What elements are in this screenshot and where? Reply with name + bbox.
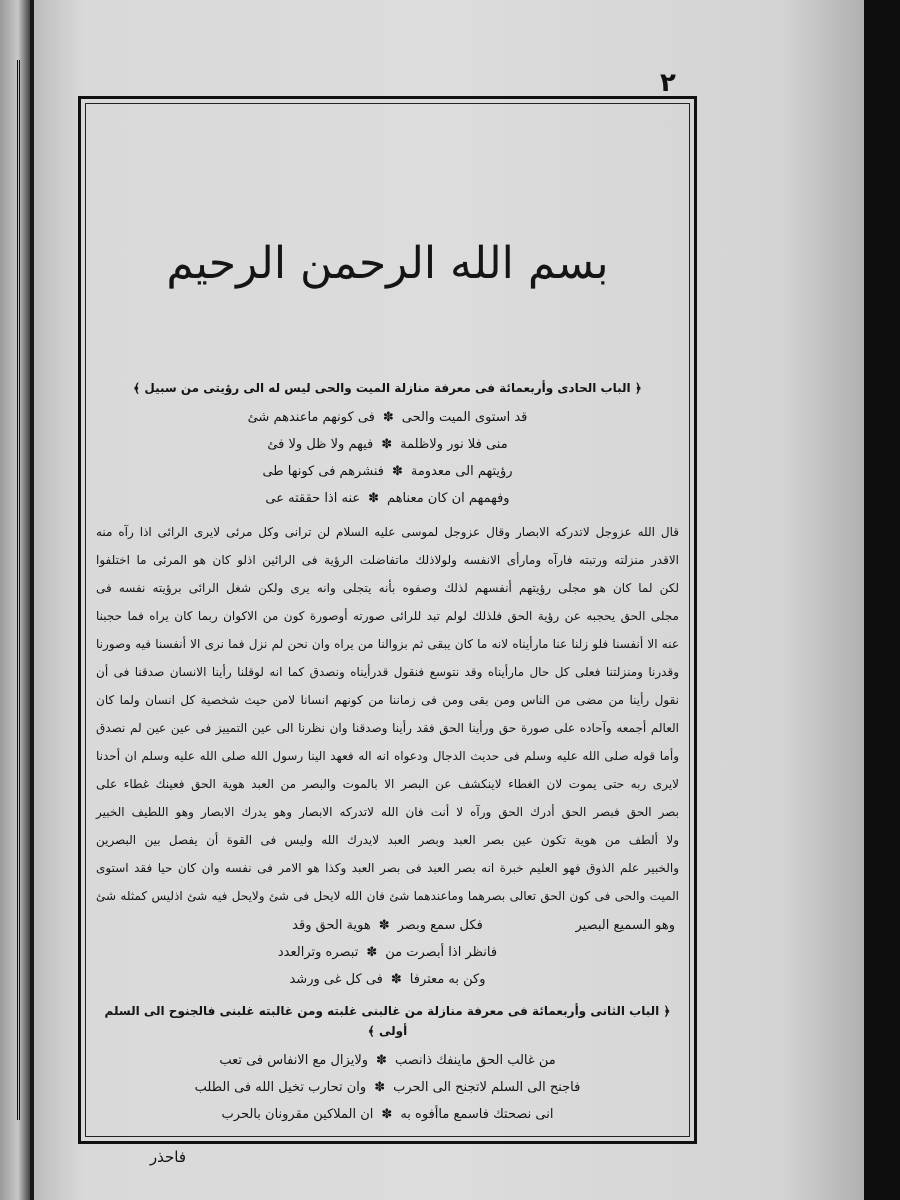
adjacent-page-edge xyxy=(0,0,30,1200)
verse-second-hemistich: تبصره وترالعدد xyxy=(277,945,359,960)
verse-separator-icon: ✽ xyxy=(376,1053,387,1068)
verse-separator-icon: ✽ xyxy=(366,945,378,960)
text-frame-inner-rule xyxy=(85,103,690,1137)
prose-line: الميت والحى فى كون الحق تعالى بصرهما وماعندهما شئ فان الله لايحل فى شئ ولايحل فيه شئ اذليس كمثله شئ xyxy=(96,889,679,903)
verse-second-hemistich: هوية الحق وقد xyxy=(292,918,371,933)
verse-line xyxy=(96,966,679,993)
basmala: بسم الله الرحمن الرحيم xyxy=(166,238,609,289)
chapter-heading: ﴿ الباب الثانى وأربعمائة فى معرفة منازلة من غالبنى غلبته ومن غالبته غلبنى فالجنوح الى السلم أولى ﴾ xyxy=(104,1004,671,1038)
verse-first-hemistich: فانظر اذا أبصرت من xyxy=(385,945,498,960)
verse-second-hemistich: فنشرهم فى كونها طى xyxy=(262,464,384,479)
prose-line: نقول رأينا من مضى من الناس ومن بقى ومن فى زماننا من كونهم انسانا لامن حيث شخصية كل انسان ولما كان xyxy=(96,693,679,707)
catchword: فاحذر xyxy=(149,1148,186,1166)
prose-line: قال الله عزوجل لاتدركه الابصار وقال عزوجل لموسى عليه السلام لن ترانى وكل مرئى لايرى الرائى اذا رآه منه xyxy=(96,525,679,539)
verse-separator-icon: ✽ xyxy=(378,918,390,933)
prose-line: لكن لما كان هو مجلى رؤيتهم أنفسهم لذلك وصفوه بأنه يتجلى وانه يرى ولكن شغل الرائى برؤيته نفسه فى xyxy=(96,581,679,595)
prose-line: عنه الا أنفسنا فلو زلنا عنا مارأيناه لانه ما كان يبقى ثم بزوالنا من يراه وان نحن لم نزل فما نرى الا أنفسنا فيه وصورنا xyxy=(96,637,679,651)
verse-line xyxy=(96,1074,679,1101)
prose-line: وقدرنا ومنزلتنا فعلى كل حال مارأيناه وقد نتوسع فنقول قدرأيناه ونصدق كما انه لوقلنا رأينا الانسان صدقنا فى أن xyxy=(96,665,679,679)
verse-second-hemistich: فى كل غى ورشد xyxy=(289,972,383,987)
verse-first-hemistich: فكل سمع وبصر xyxy=(397,918,483,933)
verse-second-hemistich: عنه اذا حققته عى xyxy=(265,491,361,506)
prose-line: لايرى ربه حتى يموت لان الغطاء لاينكشف عن البصر الا بالموت والبصر من العبد هوية الحق فعينك غطاء على xyxy=(96,777,679,791)
verse-separator-icon: ✽ xyxy=(391,464,403,479)
verse-separator-icon: ✽ xyxy=(382,410,394,425)
prose-line: وأما قوله صلى الله عليه وسلم فى حديث الدجال ودعواه انه اله فعهد الينا رسول الله صلى الله عليه وسلم ان أحدنا xyxy=(96,749,679,763)
verse-first-hemistich: منى فلا نور ولاظلمة xyxy=(400,437,508,452)
verse-first-hemistich: وكن به معترفا xyxy=(409,972,486,987)
prose-line: مجلى الحق يحجبه عن رؤية الحق فلذلك لولم تبد للرائى صورته أوصورة كون من الاكوان ربما كان يراه فما حجبنا xyxy=(96,609,679,623)
verse-first-hemistich: من غالب الحق ماينفك ذانصب xyxy=(394,1053,556,1068)
prose-line: بصر الحق فبصر الحق أدرك الحق ورآه لا أنت فان الله لاتدركه الابصار وهو يدرك الابصار وهو اللطيف الخبير xyxy=(96,805,679,819)
prose-block xyxy=(96,518,679,910)
chapter-2 xyxy=(96,1001,679,1128)
closing-section xyxy=(96,912,679,993)
verse-first-hemistich: رؤيتهم الى معدومة xyxy=(410,464,513,479)
adjacent-page-frame xyxy=(0,60,20,1120)
text-frame xyxy=(78,96,697,1144)
text-frame-wrapper xyxy=(78,96,697,1166)
book-spine-shadow xyxy=(864,0,900,1200)
verse-first-hemistich: انى نصحتك فاسمع ماأفوه به xyxy=(400,1107,554,1122)
page-number: ٢ xyxy=(660,68,676,98)
prose-line: العالم أجمعه وآحاده على صورة حق ورأينا الحق فقد رأينا وصدقنا وان نظرنا الى عين التمييز فى عين عين لم نصدق xyxy=(96,721,679,735)
prose-line: والخبير علم الذوق فهو العليم خبرة انه بصر العبد فى بصر العبد وكذا هو الامر فى نفسه وان كان حيا فقد استوى xyxy=(96,861,679,875)
verse-second-hemistich: ان الملاكين مقرونان بالحرب xyxy=(221,1107,374,1122)
verse-line xyxy=(96,431,679,458)
chapter-1 xyxy=(96,378,679,993)
verse-separator-icon: ✽ xyxy=(390,972,402,987)
verse-second-hemistich: وان تحارب تخيل الله فى الطلب xyxy=(194,1080,367,1095)
verse-separator-icon: ✽ xyxy=(374,1080,386,1095)
verse-second-hemistich: فى كونهم ماعندهم شئ xyxy=(247,410,375,425)
verse-line xyxy=(96,404,679,431)
verse-line xyxy=(96,1101,679,1128)
closing-phrase: وهو السميع البصير xyxy=(575,918,675,933)
verse-separator-icon: ✽ xyxy=(381,437,393,452)
verse-line xyxy=(96,485,679,512)
verse-first-hemistich: قد استوى الميت والحى xyxy=(401,410,528,425)
verse-line xyxy=(96,939,679,966)
chapter-heading: ﴿ الباب الحادى وأربعمائة فى معرفة منازلة الميت والحى ليس له الى رؤيتى من سبيل ﴾ xyxy=(133,381,642,395)
verse-separator-icon: ✽ xyxy=(368,491,380,506)
verse-line xyxy=(96,458,679,485)
verse-first-hemistich: وفهمهم ان كان معناهم xyxy=(387,491,510,506)
verse-separator-icon: ✽ xyxy=(381,1107,393,1122)
verse-second-hemistich: فيهم ولا ظل ولا فئ xyxy=(267,437,374,452)
prose-line: ولا ألطف من هوية تكون عين بصر العبد وبصر العبد لايدرك الله وليس فى القوة أن يفصل بين البصرين xyxy=(96,833,679,847)
verse-second-hemistich: ولايزال مع الانفاس فى تعب xyxy=(219,1053,369,1068)
prose-line: الاقدر منزلته ورتبته فارآه ومارأى الانفسه ولولاذلك ماتفاضلت الرؤية فى الرائين اذلو كان هو المرئى ما اختلفوا xyxy=(96,553,679,567)
verse-line xyxy=(96,1047,679,1074)
verse-first-hemistich: فاجنح الى السلم لاتجنح الى الحرب xyxy=(393,1080,581,1095)
